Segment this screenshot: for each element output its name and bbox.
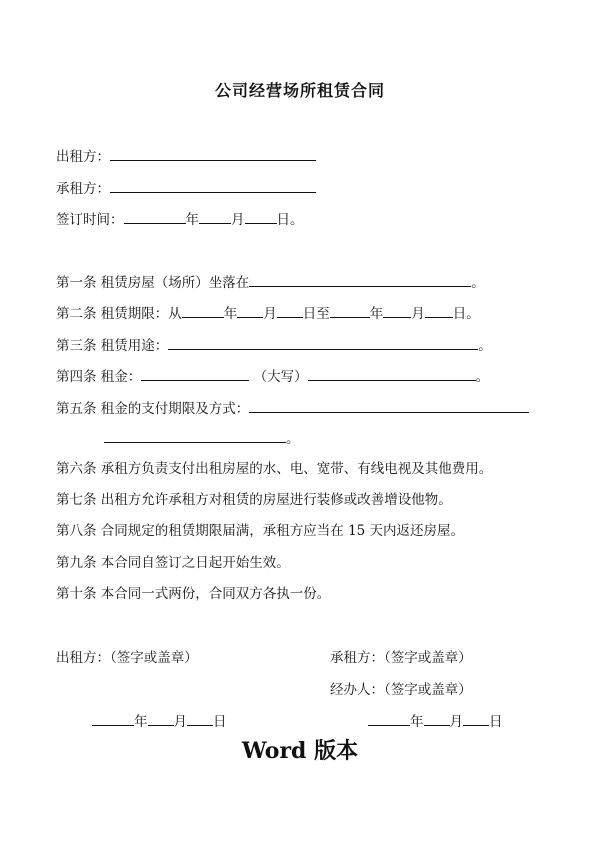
clause-3-number: 第三条 — [56, 338, 97, 354]
start-day-text: 日至 — [302, 306, 330, 322]
sign-month-blank[interactable] — [199, 209, 231, 224]
clause-3-text: 租赁用途： — [100, 338, 169, 354]
clause-2 — [56, 303, 480, 323]
sign-time-label: 签订时间： — [56, 212, 124, 228]
lessee-date-year-blank[interactable] — [368, 711, 410, 726]
start-year-blank[interactable] — [182, 303, 224, 318]
payment-blank-2[interactable] — [104, 428, 286, 443]
agent-signature: 经办人：（签字或盖章） — [330, 682, 472, 698]
lessor-date-month: 月 — [173, 714, 187, 730]
clause-4-number: 第四条 — [56, 369, 97, 385]
sign-month-text: 月 — [231, 212, 245, 228]
start-month-text: 月 — [263, 306, 277, 322]
location-blank[interactable] — [249, 272, 471, 287]
end-year-text: 年 — [369, 306, 384, 322]
lessor-date-month-blank[interactable] — [148, 711, 174, 726]
clause-4-text: 租金： — [100, 369, 142, 385]
clause-3 — [56, 335, 492, 355]
clause-4-uppercase-label: （大写） — [253, 369, 308, 385]
clause-5-text: 租金的支付期限及方式： — [100, 401, 250, 417]
usage-blank[interactable] — [168, 335, 478, 350]
lessor-signature: 出租方：（签字或盖章） — [56, 650, 198, 666]
lessor-blank[interactable] — [110, 146, 316, 161]
clause-3-end: 。 — [478, 338, 492, 354]
clause-7: 第七条 出租方允许承租方对租赁的房屋进行装修或改善增设他物。 — [56, 492, 452, 508]
sign-day-text: 日。 — [276, 212, 304, 228]
lessee-date-month-blank[interactable] — [424, 711, 450, 726]
rent-uppercase-blank[interactable] — [308, 366, 476, 381]
payment-blank-1[interactable] — [249, 398, 529, 413]
lessor-date — [92, 711, 227, 731]
clause-5-cont — [104, 428, 300, 448]
sign-time-line — [56, 209, 304, 229]
clause-5-number: 第五条 — [56, 401, 97, 417]
start-month-blank[interactable] — [237, 303, 263, 318]
sign-day-blank[interactable] — [245, 209, 277, 224]
lessee-label: 承租方： — [56, 181, 110, 197]
lessor-date-year: 年 — [134, 714, 148, 730]
document-title: 公司经营场所租赁合同 — [214, 81, 385, 100]
lessee-date-year: 年 — [410, 714, 424, 730]
clause-2-number: 第二条 — [56, 306, 97, 322]
clause-8: 第八条 合同规定的租赁期限届满，承租方应当在 15 天内返还房屋。 — [56, 523, 465, 539]
clause-10: 第十条 本合同一式两份，合同双方各执一份。 — [56, 586, 331, 602]
lessee-date-day-blank[interactable] — [463, 711, 489, 726]
lessee-signature: 承租方：（签字或盖章） — [330, 650, 472, 666]
sign-year-blank[interactable] — [124, 209, 186, 224]
clause-4 — [56, 366, 489, 386]
lessee-date-day: 日 — [489, 714, 503, 730]
lessee-blank[interactable] — [110, 178, 316, 193]
sign-year-text: 年 — [185, 212, 199, 228]
clause-5-end: 。 — [286, 431, 300, 447]
lessee-line — [56, 178, 316, 198]
lessee-date-month: 月 — [449, 714, 463, 730]
clause-2-text: 租赁期限：从 — [100, 306, 182, 322]
clause-6: 第六条 承租方负责支付出租房屋的水、电、宽带、有线电视及其他费用。 — [56, 461, 493, 477]
lessor-date-day-blank[interactable] — [187, 711, 213, 726]
lessor-label: 出租方： — [56, 149, 110, 165]
clause-4-end: 。 — [475, 369, 490, 385]
end-month-text: 月 — [411, 306, 425, 322]
lessor-line — [56, 146, 316, 166]
clause-1 — [56, 272, 485, 292]
end-year-blank[interactable] — [330, 303, 370, 318]
clause-1-number: 第一条 — [56, 275, 97, 291]
start-day-blank[interactable] — [277, 303, 303, 318]
start-year-text: 年 — [223, 306, 238, 322]
clause-1-text: 租赁房屋（场所）坐落在 — [100, 275, 250, 291]
lessor-date-year-blank[interactable] — [92, 711, 134, 726]
end-month-blank[interactable] — [383, 303, 411, 318]
end-day-blank[interactable] — [425, 303, 453, 318]
clause-9: 第九条 本合同自签订之日起开始生效。 — [56, 555, 290, 571]
rent-amount-blank[interactable] — [141, 366, 249, 381]
end-day-text: 日。 — [452, 306, 480, 322]
clause-1-end: 。 — [471, 275, 485, 291]
lessor-date-day: 日 — [213, 714, 227, 730]
word-version-label: Word 版本 — [241, 738, 359, 764]
lessee-date — [368, 711, 503, 731]
clause-5 — [56, 398, 529, 418]
